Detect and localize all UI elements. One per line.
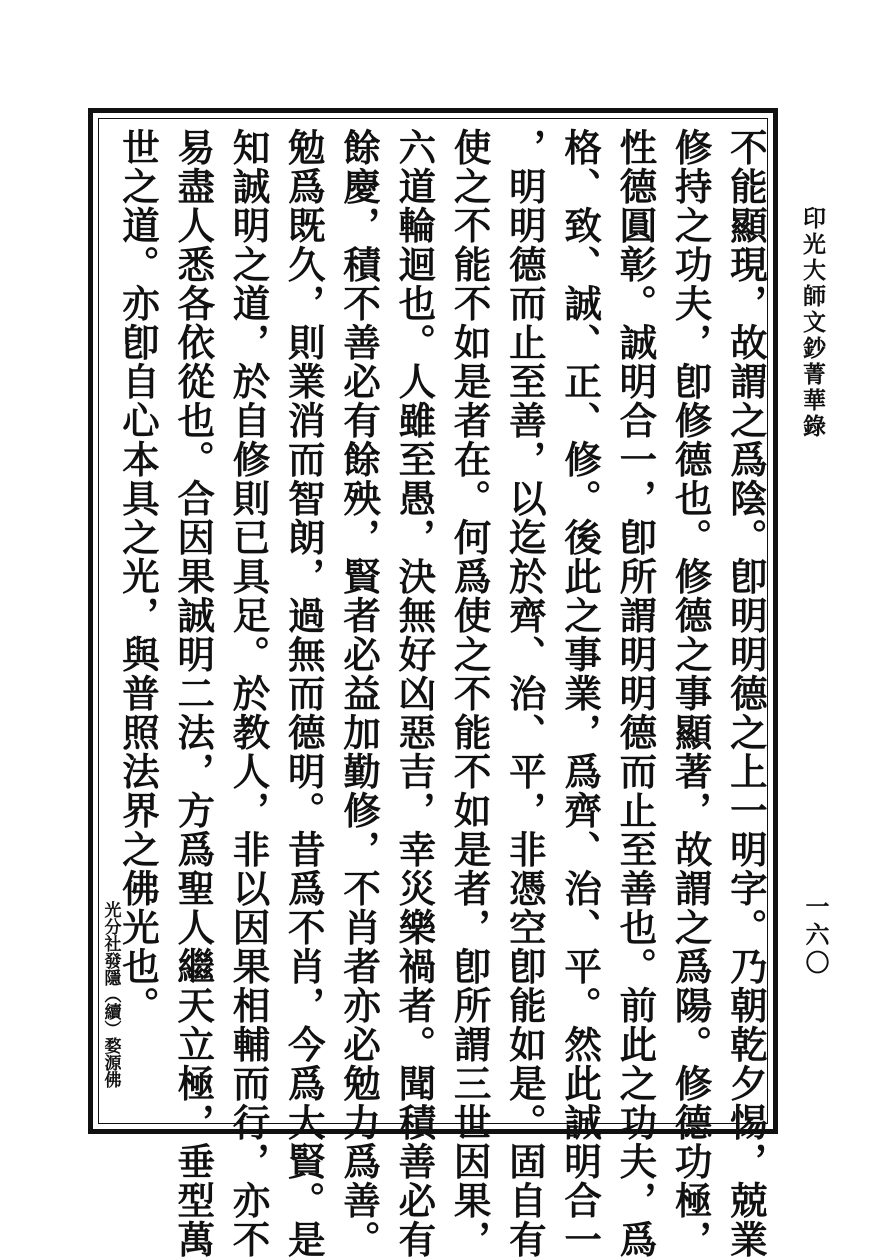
text-column-2: 修持之功夫，卽修德也。修德之事顯著，故謂之爲陽。修德功極， <box>668 128 713 1259</box>
text-column-11: 易盡人悉各依從也。合因果誠明二法，方爲聖人繼天立極，垂型萬 <box>171 128 216 1259</box>
text-column-6: 使之不能不如是者在。何爲使之不能不如是者，卽所謂三世因果， <box>447 128 492 1259</box>
text-column-8: 餘慶，積不善必有餘殃，賢者必益加勤修，不肖者亦必勉力爲善。 <box>337 128 382 1259</box>
source-note <box>99 132 119 1088</box>
source-note-line-1: （續）婺源佛 <box>100 986 121 1088</box>
text-column-4: 格、致、誠、正、修。後此之事業，爲齊、治、平。然此誠明合一 <box>558 128 603 1259</box>
text-column-5: ，明明德而止至善，以迄於齊、治、平，非憑空卽能如是。固自有 <box>502 128 547 1259</box>
text-column-10: 知誠明之道，於自修則已具足。於教人，非以因果相輔而行，亦不 <box>226 128 271 1259</box>
page-body <box>100 128 768 1259</box>
text-column-1: 不能顯現，故謂之爲陰。卽明明德之上一明字。乃朝乾夕惕，兢業 <box>723 128 768 1259</box>
text-column-9: 勉爲既久，則業消而智朗，過無而德明。昔爲不肖，今爲大賢。是 <box>281 128 326 1259</box>
text-column-12 <box>100 128 160 1088</box>
source-note-line-2: 光分社發隱 <box>100 901 121 986</box>
last-column-text: 世之道。亦卽自心本具之光，與普照法界之佛光也。 <box>116 128 160 1025</box>
text-column-3: 性德圓彰。誠明合一，卽所謂明明德而止至善也。前此之功夫，爲 <box>613 128 658 1259</box>
book-title: 印光大師文鈔菁華錄 <box>799 206 826 440</box>
page-number: 一六〇 <box>801 894 830 978</box>
text-column-7: 六道輪迴也。人雖至愚，決無好凶惡吉，幸災樂禍者。聞積善必有 <box>392 128 437 1259</box>
